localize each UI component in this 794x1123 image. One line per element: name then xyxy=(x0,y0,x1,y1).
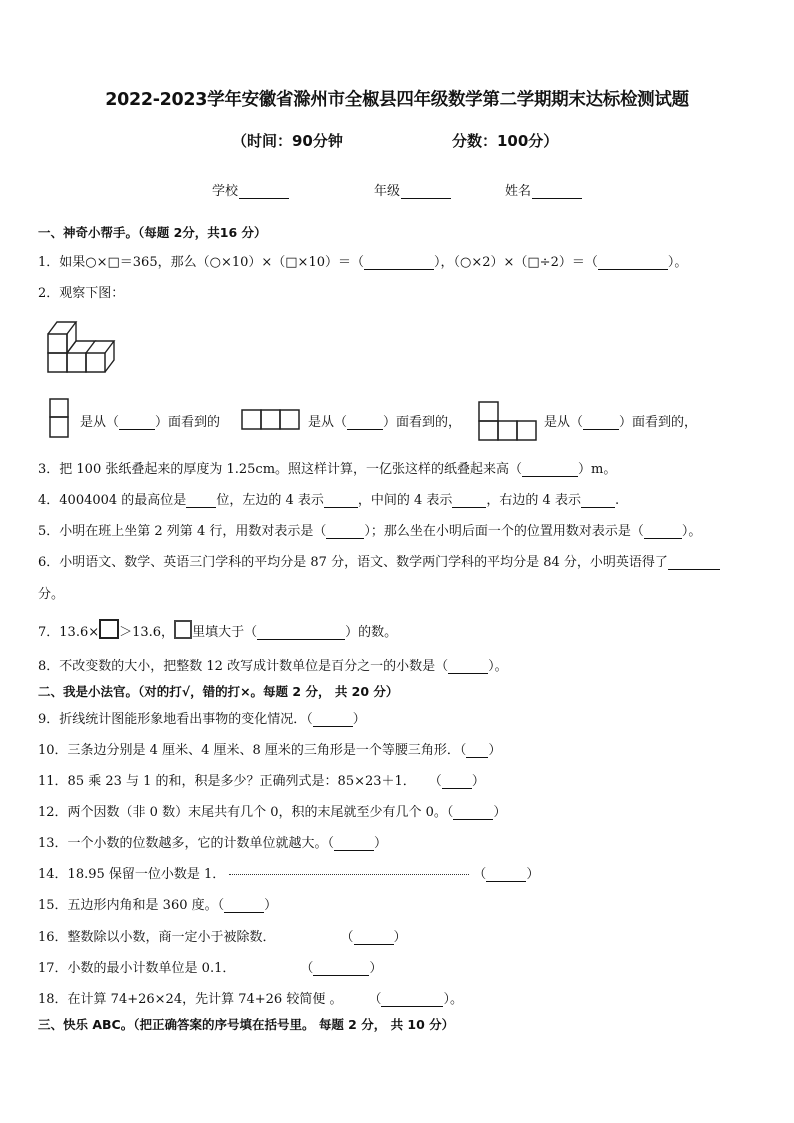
answer-blank[interactable] xyxy=(224,900,264,913)
answer-blank[interactable] xyxy=(326,526,364,539)
answer-blank[interactable] xyxy=(668,557,720,570)
question-11: 11．85 乘 23 与 1 的和，积是多少？正确列式是：85×23＋1． （ ） xyxy=(38,774,485,789)
question-18: 18．在计算 74+26×24，先计算 74+26 较简便 。 （ ）。 xyxy=(38,992,463,1007)
answer-blank[interactable] xyxy=(644,526,682,539)
cube-figure xyxy=(40,312,130,382)
answer-blank[interactable] xyxy=(186,495,216,508)
question-4: 4．4004004 的最高位是 位，左边的 4 表示 ，中间的 4 表示 ，右边的 4 表示 . xyxy=(38,493,620,508)
answer-blank[interactable] xyxy=(354,932,394,945)
question-5: 5．小明在班上坐第 2 列第 4 行，用数对表示是（ ）；那么坐在小明后面一个的位置用数对表示是（ ）。 xyxy=(38,524,702,539)
question-14: 14．18.95 保留一位小数是 1． （ ） xyxy=(38,867,540,882)
question-12: 12．两个因数（非 0 数）末尾共有几个 0，积的末尾就至少有几个 0。（ ） xyxy=(38,805,507,820)
answer-blank[interactable] xyxy=(583,417,619,430)
question-9: 9．折线统计图能形象地看出事物的变化情况．（ ） xyxy=(38,712,366,727)
section-1-heading: 一、神奇小帮手。（每题 2分，共16 分） xyxy=(38,225,267,240)
question-10: 10．三条边分别是 4 厘米、4 厘米、8 厘米的三角形是一个等腰三角形．（ ） xyxy=(38,743,502,758)
question-13: 13．一个小数的位数越多，它的计数单位就越大。（ ） xyxy=(38,836,388,851)
question-3: 3．把 100 张纸叠起来的厚度为 1.25cm。照这样计算，一亿张这样的纸叠起来高（ ）m。 xyxy=(38,462,617,477)
name-field[interactable] xyxy=(505,180,582,199)
answer-blank[interactable] xyxy=(466,745,488,758)
fill-box[interactable] xyxy=(99,619,119,639)
question-2: 2．观察下图： xyxy=(38,286,125,301)
answer-blank[interactable] xyxy=(364,257,434,270)
view-2-text: 是从（ ）面看到的， xyxy=(308,415,462,430)
view-figure-row xyxy=(240,407,302,433)
grade-field[interactable] xyxy=(374,180,451,199)
school-label: 学校 xyxy=(212,184,239,199)
grade-label: 年级 xyxy=(374,184,401,199)
section-2-heading: 二、我是小法官。（对的打√，错的打×。每题 2 分， 共 20 分） xyxy=(38,684,399,699)
answer-blank[interactable] xyxy=(598,257,668,270)
section-3-heading: 三、快乐 ABC。（把正确答案的序号填在括号里。 每题 2 分， 共 10 分） xyxy=(38,1017,455,1032)
answer-blank[interactable] xyxy=(381,994,443,1007)
answer-blank[interactable] xyxy=(257,627,345,640)
question-16: 16．整数除以小数，商一定小于被除数． （ ） xyxy=(38,930,407,945)
school-field[interactable] xyxy=(212,180,289,199)
question-6: 6．小明语文、数学、英语三门学科的平均分是 87 分，语文、数学两门学科的平均分是 84 分，小明英语得了 xyxy=(38,551,720,570)
answer-blank[interactable] xyxy=(442,776,472,789)
answer-blank[interactable] xyxy=(453,807,493,820)
view-figure-l-shape xyxy=(476,399,540,445)
answer-blank[interactable] xyxy=(522,464,578,477)
answer-blank[interactable] xyxy=(324,495,358,508)
answer-blank[interactable] xyxy=(313,714,353,727)
grade-line[interactable] xyxy=(401,186,451,199)
fill-box[interactable] xyxy=(174,620,192,639)
question-7: 7．13.6× ＞13.6， 里填大于（ ）的数。 xyxy=(38,619,397,640)
exam-score: 分数：100分） xyxy=(452,132,559,150)
view-1-text: 是从（ ）面看到的 xyxy=(80,415,221,430)
view-3-text: 是从（ ）面看到的， xyxy=(544,415,698,430)
answer-blank[interactable] xyxy=(448,661,488,674)
question-6-cont: 分。 xyxy=(38,587,65,602)
answer-blank[interactable] xyxy=(347,417,383,430)
name-line[interactable] xyxy=(532,186,582,199)
dotted-leader xyxy=(229,874,469,875)
view-figure-vertical xyxy=(47,396,73,442)
answer-blank[interactable] xyxy=(581,495,615,508)
answer-blank[interactable] xyxy=(486,869,526,882)
answer-blank[interactable] xyxy=(313,963,369,976)
exam-time: （时间：90分钟 xyxy=(232,132,343,150)
question-15: 15．五边形内角和是 360 度。（ ） xyxy=(38,898,278,913)
name-label: 姓名 xyxy=(505,184,532,199)
question-1: 1．如果○×□＝365，那么（○×10）×（□×10）＝（ ），（○×2）×（□÷2）＝（ ）。 xyxy=(38,255,688,270)
answer-blank[interactable] xyxy=(452,495,486,508)
page-title: 2022-2023学年安徽省滁州市全椒县四年级数学第二学期期末达标检测试题 xyxy=(105,90,689,110)
question-17: 17．小数的最小计数单位是 0.1． （ ） xyxy=(38,961,383,976)
answer-blank[interactable] xyxy=(334,838,374,851)
question-8: 8．不改变数的大小，把整数 12 改写成计数单位是百分之一的小数是（ ）。 xyxy=(38,659,508,674)
school-line[interactable] xyxy=(239,186,289,199)
answer-blank[interactable] xyxy=(119,417,155,430)
